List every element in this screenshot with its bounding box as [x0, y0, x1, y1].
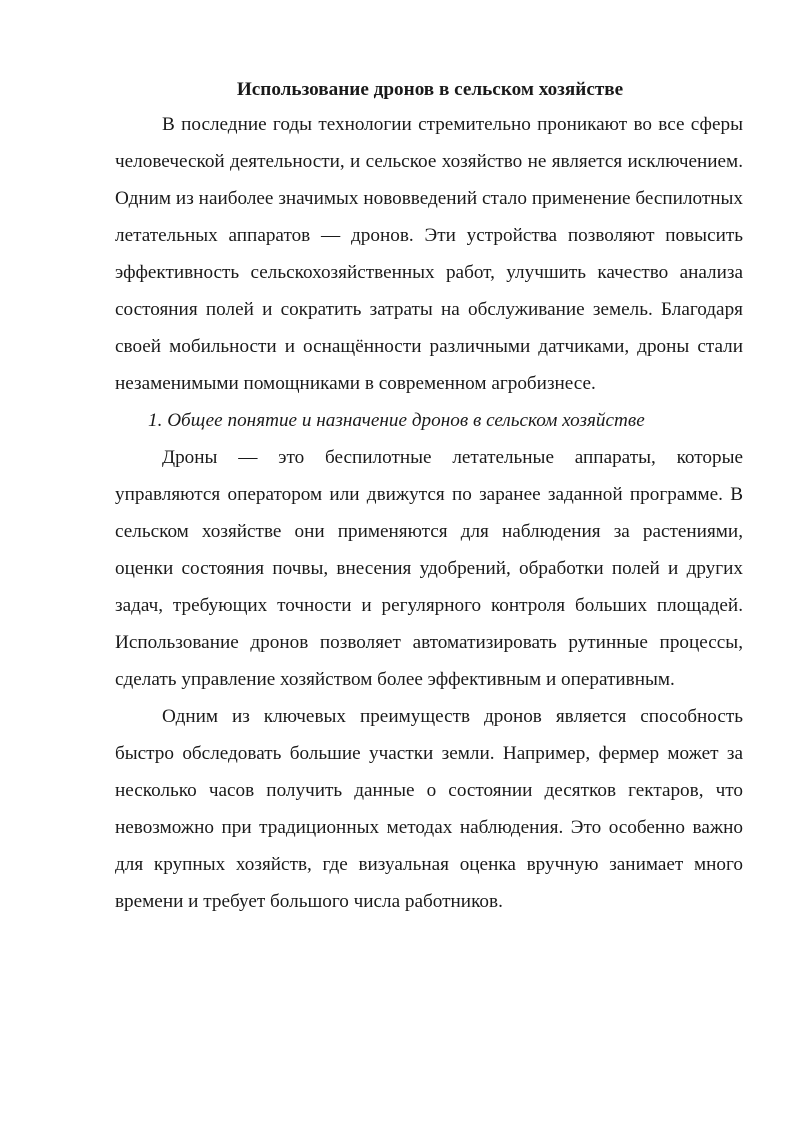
document-title: Использование дронов в сельском хозяйстве: [236, 79, 624, 100]
section-heading: 1. Общее понятие и назначение дронов в сельском хозяйстве: [148, 410, 645, 431]
section-paragraph-1: Дроны — это беспилотные летательные аппараты, которые управляются оператором или движутся по заранее заданной программе. В сельском хозяйстве они применяются для наблюдения за растениями, оценки состояния почвы, внесения удобрений, обработки полей и других задач, требующих точности и регулярного контроля больших площадей. Использование дронов позволяет автоматизировать рутинные процессы, сделать управление хозяйством более эффективным и оперативным.: [115, 447, 743, 690]
document-page: [115, 74, 743, 920]
section-paragraph-2: Одним из ключевых преимуществ дронов является способность быстро обследовать большие участки земли. Например, фермер может за несколько часов получить данные о состоянии десятков гектаров, что невозможно при традиционных методах наблюдения. Это особенно важно для крупных хозяйств, где визуальная оценка вручную занимает много времени и требует большого числа работников.: [115, 706, 743, 912]
intro-paragraph: В последние годы технологии стремительно проникают во все сферы человеческой деятельности, и сельское хозяйство не является исключением. Одним из наиболее значимых нововведений стало применение беспилотных летательных аппаратов — дронов. Эти устройства позволяют повысить эффективность сельскохозяйственных работ, улучшить качество анализа состояния полей и сократить затраты на обслуживание земель. Благодаря своей мобильности и оснащённости различными датчиками, дроны стали незаменимыми помощниками в современном агробизнесе.: [115, 114, 743, 394]
